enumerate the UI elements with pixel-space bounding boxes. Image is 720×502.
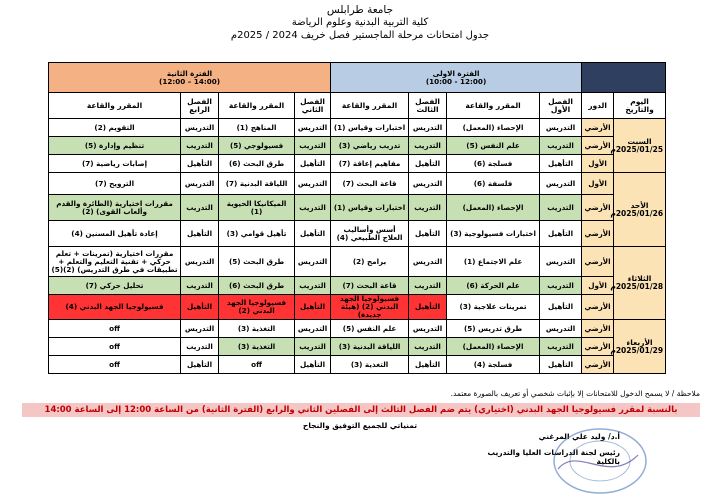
course-cell: تحليل حركي (7) bbox=[49, 277, 181, 295]
first-period-label: الفترة الاولى bbox=[432, 68, 480, 78]
semester-cell: التدريس bbox=[409, 320, 447, 338]
col-course-1: المقرر والقاعة bbox=[447, 93, 540, 119]
day-name: الأربعاء bbox=[626, 337, 653, 347]
col-course-4: المقرر والقاعة bbox=[49, 93, 181, 119]
course-cell: off bbox=[49, 320, 181, 338]
semester-cell: التدريب bbox=[540, 277, 582, 295]
semester-cell: التأهيل bbox=[181, 356, 219, 374]
schedule-row bbox=[49, 137, 666, 155]
semester-cell: التدريب bbox=[181, 277, 219, 295]
semester-cell: التدريب bbox=[181, 338, 219, 356]
semester-cell: التأهيل bbox=[409, 295, 447, 320]
course-cell: التغذية (3) bbox=[331, 356, 409, 374]
course-cell: off bbox=[219, 356, 295, 374]
schedule-row bbox=[49, 338, 666, 356]
day-cell bbox=[610, 119, 666, 173]
semester-cell: التأهيل bbox=[295, 155, 331, 173]
semester-cell: التدريس bbox=[540, 247, 582, 277]
track-cell: الأرضي bbox=[582, 195, 614, 221]
course-cell: مفاهيم إعاقة (7) bbox=[331, 155, 409, 173]
course-cell: إصابات رياضية (7) bbox=[49, 155, 181, 173]
semester-cell: التدريس bbox=[295, 173, 331, 195]
track-cell: الأول bbox=[582, 173, 614, 195]
signatory-title: رئيس لجنة الدراسات العليا والتدريب بالكلية bbox=[487, 448, 620, 466]
semester-cell: التأهيل bbox=[540, 221, 582, 247]
track-cell: الأول bbox=[582, 155, 614, 173]
col-track: الدور bbox=[582, 93, 614, 119]
university-title: جامعة طرابلس bbox=[326, 4, 394, 16]
track-cell: الأرضي bbox=[582, 221, 614, 247]
semester-cell: التدريب bbox=[540, 195, 582, 221]
course-cell: off bbox=[49, 338, 181, 356]
semester-cell: التأهيل bbox=[409, 221, 447, 247]
course-cell: علم الحركة (6) bbox=[447, 277, 540, 295]
schedule-row bbox=[49, 155, 666, 173]
course-cell: علم النفس (5) bbox=[447, 137, 540, 155]
course-cell: فسلجة (6) bbox=[447, 155, 540, 173]
semester-cell: التدريب bbox=[409, 137, 447, 155]
course-cell: طرق البحث (6) bbox=[219, 155, 295, 173]
course-cell: برامج (2) bbox=[331, 247, 409, 277]
schedule-row bbox=[49, 119, 666, 137]
course-cell: off bbox=[49, 356, 181, 374]
course-cell: علم الاجتماع (1) bbox=[447, 247, 540, 277]
semester-cell: التدريس bbox=[540, 320, 582, 338]
course-cell: طرق تدريس (5) bbox=[447, 320, 540, 338]
schedule-row bbox=[49, 173, 666, 195]
semester-cell: التأهيل bbox=[409, 155, 447, 173]
semester-cell: التدريب bbox=[295, 277, 331, 295]
day-name: السبت bbox=[627, 136, 652, 146]
semester-cell: التدريس bbox=[295, 119, 331, 137]
track-cell: الأرضي bbox=[582, 247, 614, 277]
college-title: كلية التربية البدنية وعلوم الرياضة bbox=[291, 17, 429, 28]
course-cell: طرق البحث (5) bbox=[219, 247, 295, 277]
semester-cell: التدريب bbox=[295, 195, 331, 221]
semester-cell: التدريب bbox=[295, 137, 331, 155]
course-cell: التقويم (2) bbox=[49, 119, 181, 137]
day-date: 2025/01/28م bbox=[610, 282, 664, 291]
semester-cell: التأهيل bbox=[181, 295, 219, 320]
day-date: 2025/01/26م bbox=[610, 208, 664, 218]
course-cell: تمرينات علاجية (3) bbox=[447, 295, 540, 320]
course-cell: فسيولوجيا الجهد البدني (2) bbox=[219, 295, 295, 320]
col-sem4: الفصل الرابع bbox=[181, 93, 219, 119]
schedule-row bbox=[49, 320, 666, 338]
course-cell: تنظيم وإدارة (5) bbox=[49, 137, 181, 155]
first-period-header bbox=[331, 63, 582, 93]
course-cell: فسيولوجي (5) bbox=[219, 137, 295, 155]
course-cell: الميكانيكا الحيوية (1) bbox=[219, 195, 295, 221]
official-stamp bbox=[538, 425, 658, 497]
note-id-requirement: ملاحظة / لا يسمح الدخول للامتحانات إلا بإثبات شخصي أو تعريف بالصورة معتمد. bbox=[450, 389, 700, 398]
track-cell: الأرضي bbox=[582, 137, 614, 155]
track-cell: الأرضي bbox=[582, 356, 614, 374]
course-cell: طرق البحث (6) bbox=[219, 277, 295, 295]
col-course-2: المقرر والقاعة bbox=[219, 93, 295, 119]
course-cell: فسلجة (4) bbox=[447, 356, 540, 374]
second-period-header bbox=[49, 63, 331, 93]
semester-cell: التدريب bbox=[540, 137, 582, 155]
semester-cell: التدريس bbox=[295, 247, 331, 277]
day-name: الأحد bbox=[630, 200, 649, 210]
schedule-title: جدول امتحانات مرحلة الماجستير فصل خريف 2024 / 2025م bbox=[230, 30, 490, 41]
course-cell: التغذية (3) bbox=[219, 320, 295, 338]
semester-cell: التدريب bbox=[181, 195, 219, 221]
semester-cell: التأهيل bbox=[181, 155, 219, 173]
second-period-time: (14:00 – 12:00) bbox=[159, 76, 221, 86]
semester-cell: التدريس bbox=[409, 119, 447, 137]
semester-cell: التدريب bbox=[409, 338, 447, 356]
col-course-3: المقرر والقاعة bbox=[331, 93, 409, 119]
course-cell: تأهيل قوامي (3) bbox=[219, 221, 295, 247]
semester-cell: التدريس bbox=[295, 320, 331, 338]
course-cell: اختبارات وقياس (1) bbox=[331, 195, 409, 221]
course-cell: فسيولوجيا الجهد البدني (2) (هيئة جديدة) bbox=[331, 295, 409, 320]
course-cell: الإحصاء (المعمل) bbox=[447, 195, 540, 221]
semester-cell: التأهيل bbox=[540, 356, 582, 374]
course-cell: فلسفة (6) bbox=[447, 173, 540, 195]
semester-cell: التأهيل bbox=[295, 295, 331, 320]
col-sem1: الفصل الأول bbox=[540, 93, 582, 119]
semester-cell: التدريب bbox=[181, 137, 219, 155]
exam-schedule-table bbox=[48, 62, 666, 374]
note-physiology-merge: بالنسبة لمقرر فسيولوجيا الجهد البدني (اختياري) يتم ضم الفصل الثالث إلى الفصلين الثاني والرابع (الفترة الثانية) من الساعة 12:00 إلى الساعة 14:00 bbox=[22, 403, 700, 417]
col-day: اليوم والتاريخ bbox=[614, 93, 666, 119]
track-cell: الأول bbox=[582, 277, 614, 295]
course-cell: تدريب رياضي (3) bbox=[331, 137, 409, 155]
course-cell: اختبارات فسيولوجية (3) bbox=[447, 221, 540, 247]
course-cell: الترويح (7) bbox=[49, 173, 181, 195]
schedule-row bbox=[49, 247, 666, 277]
semester-cell: التدريس bbox=[540, 119, 582, 137]
semester-cell: التأهيل bbox=[409, 356, 447, 374]
note-good-luck: تمنياتي للجميع التوفيق والنجاح bbox=[302, 421, 418, 430]
semester-cell: التدريب bbox=[409, 195, 447, 221]
day-date: 2025/01/25م bbox=[610, 144, 664, 154]
schedule-row bbox=[49, 356, 666, 374]
day-name: الثلاثاء bbox=[627, 274, 652, 283]
semester-cell: التدريس bbox=[540, 173, 582, 195]
semester-cell: التدريس bbox=[181, 173, 219, 195]
day-date: 2025/01/29م bbox=[610, 345, 664, 355]
col-sem2: الفصل الثاني bbox=[295, 93, 331, 119]
first-period-time: (12:00 - 10:00) bbox=[425, 76, 487, 86]
semester-cell: التدريب bbox=[540, 338, 582, 356]
course-cell: التغذية (3) bbox=[219, 338, 295, 356]
semester-cell: التأهيل bbox=[540, 295, 582, 320]
course-cell: أسس وأساليب العلاج الطبيعي (4) bbox=[331, 221, 409, 247]
semester-cell: التأهيل bbox=[295, 356, 331, 374]
signatory-name: أ.د/ وليد علي المرغني bbox=[538, 432, 620, 441]
semester-cell: التدريب bbox=[409, 277, 447, 295]
course-cell: اللياقة البدنية (3) bbox=[331, 338, 409, 356]
day-cell bbox=[610, 320, 666, 374]
semester-cell: التأهيل bbox=[540, 155, 582, 173]
course-cell: قاعة البحث (7) bbox=[331, 173, 409, 195]
course-cell: إعادة تأهيل المسنين (4) bbox=[49, 221, 181, 247]
course-cell: اللياقة البدنية (7) bbox=[219, 173, 295, 195]
course-cell: مقررات اختيارية (الطائرة والقدم وألعاب القوى) (2) bbox=[49, 195, 181, 221]
track-cell: الأرضي bbox=[582, 338, 614, 356]
navy-corner bbox=[582, 63, 666, 93]
schedule-row bbox=[49, 295, 666, 320]
track-cell: الأرضي bbox=[582, 119, 614, 137]
semester-cell: التدريس bbox=[181, 119, 219, 137]
course-cell: المناهج (1) bbox=[219, 119, 295, 137]
semester-cell: التدريس bbox=[181, 320, 219, 338]
day-cell bbox=[610, 247, 666, 320]
course-cell: الإحصاء (المعمل) bbox=[447, 119, 540, 137]
semester-cell: التدريس bbox=[409, 173, 447, 195]
semester-cell: التأهيل bbox=[181, 221, 219, 247]
schedule-row bbox=[49, 195, 666, 221]
course-cell: قاعة البحث (7) bbox=[331, 277, 409, 295]
second-period-label: الفترة الثانية bbox=[166, 68, 213, 78]
course-cell: مقررات اختيارية (تمرينات + تعلم حركي + تقنية التعليم والتعلم + تطبيقات في طرق التدريس) (2)(5) bbox=[49, 247, 181, 277]
course-cell: الإحصاء (المعمل) bbox=[447, 338, 540, 356]
course-cell: فسيولوجيا الجهد البدني (4) bbox=[49, 295, 181, 320]
course-cell: علم النفس (5) bbox=[331, 320, 409, 338]
semester-cell: التدريس bbox=[181, 247, 219, 277]
track-cell: الأرضي bbox=[582, 295, 614, 320]
semester-cell: التدريس bbox=[409, 247, 447, 277]
semester-cell: التأهيل bbox=[295, 221, 331, 247]
schedule-row bbox=[49, 221, 666, 247]
schedule-row bbox=[49, 277, 666, 295]
col-sem3: الفصل الثالث bbox=[409, 93, 447, 119]
track-cell: الأرضي bbox=[582, 320, 614, 338]
day-cell bbox=[610, 173, 666, 247]
course-cell: اختبارات وقياس (1) bbox=[331, 119, 409, 137]
semester-cell: التدريب bbox=[295, 338, 331, 356]
schedule-body bbox=[49, 119, 666, 374]
